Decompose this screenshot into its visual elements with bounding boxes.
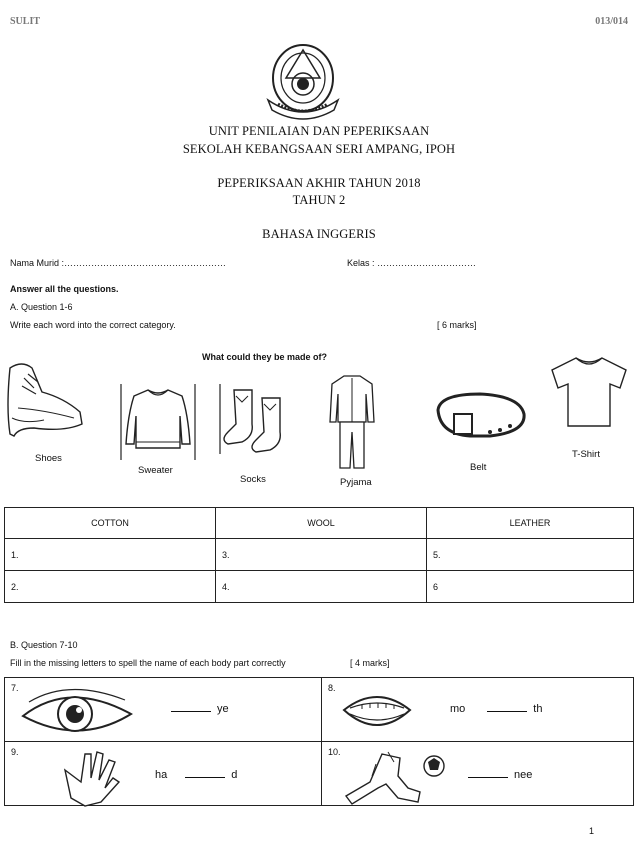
- title-school: SEKOLAH KEBANGSAAN SERI AMPANG, IPOH: [182, 142, 456, 156]
- shoes-icon: [4, 358, 88, 444]
- belt-icon: [430, 388, 530, 446]
- question-7-cell: [5, 678, 322, 742]
- question-number: 9.: [11, 747, 19, 757]
- title-exam: PEPERIKSAAN AKHIR TAHUN 2018: [217, 176, 421, 190]
- title-year: TAHUN 2: [292, 193, 346, 207]
- item-label-tshirt: T-Shirt: [572, 449, 600, 460]
- question-number: 7.: [11, 683, 19, 693]
- question-10-cell: [322, 742, 634, 806]
- section-a-marks: [ 6 marks]: [437, 320, 477, 330]
- answer-cell-6[interactable]: 6: [427, 571, 634, 603]
- eye-icon: [19, 686, 137, 742]
- mouth-icon: [340, 688, 414, 738]
- answer-cell-3[interactable]: 3.: [216, 539, 427, 571]
- pyjama-icon: [326, 372, 378, 470]
- hand-icon: [55, 748, 121, 808]
- table-header-cotton: COTTON: [5, 508, 216, 539]
- item-label-belt: Belt: [470, 462, 487, 473]
- answer-blank-eye[interactable]: ye: [165, 703, 229, 715]
- question-number: 10.: [328, 747, 341, 757]
- student-class-field[interactable]: Kelas : ……………………………: [347, 258, 477, 268]
- answer-cell-1[interactable]: 1.: [5, 539, 216, 571]
- socks-icon: [218, 384, 304, 454]
- table-header-leather: LEATHER: [427, 508, 634, 539]
- item-label-shoes: Shoes: [35, 453, 62, 464]
- item-label-pyjama: Pyjama: [340, 477, 372, 488]
- header-right-code: 013/014: [595, 16, 628, 27]
- question-number: 8.: [328, 683, 336, 693]
- school-logo-icon: [258, 38, 348, 122]
- tshirt-icon: [548, 354, 630, 430]
- instruction-main: Answer all the questions.: [10, 284, 119, 294]
- title-unit: UNIT PENILAIAN DAN PEPERIKSAAN: [208, 124, 430, 138]
- answer-cell-4[interactable]: 4.: [216, 571, 427, 603]
- page-number: 1: [588, 826, 594, 836]
- table-header-wool: WOOL: [216, 508, 427, 539]
- section-b-marks: [ 4 marks]: [350, 658, 390, 668]
- question-9-cell: [5, 742, 322, 806]
- answer-blank-mouth[interactable]: mo th: [450, 703, 543, 715]
- section-b-task: Fill in the missing letters to spell the name of each body part correctly: [10, 658, 286, 668]
- section-a-prompt: What could they be made of?: [202, 352, 328, 362]
- section-a-title: A. Question 1-6: [10, 302, 73, 312]
- answer-blank-knee[interactable]: nee: [468, 769, 532, 781]
- answer-cell-5[interactable]: 5.: [427, 539, 634, 571]
- answer-blank-hand[interactable]: ha d: [155, 769, 238, 781]
- item-label-sweater: Sweater: [138, 465, 173, 476]
- category-table: [4, 507, 634, 603]
- body-part-table: [4, 677, 634, 806]
- knee-icon: [342, 748, 446, 806]
- item-label-socks: Socks: [240, 474, 266, 485]
- header-left-label: SULIT: [10, 16, 41, 27]
- section-b-title: B. Question 7-10: [10, 640, 78, 650]
- sweater-icon: [118, 384, 198, 460]
- title-subject: BAHASA INGGERIS: [262, 227, 376, 241]
- section-a-task: Write each word into the correct category.: [10, 320, 176, 330]
- question-8-cell: [322, 678, 634, 742]
- answer-cell-2[interactable]: 2.: [5, 571, 216, 603]
- student-name-field[interactable]: Nama Murid :………………………………………………: [10, 258, 227, 268]
